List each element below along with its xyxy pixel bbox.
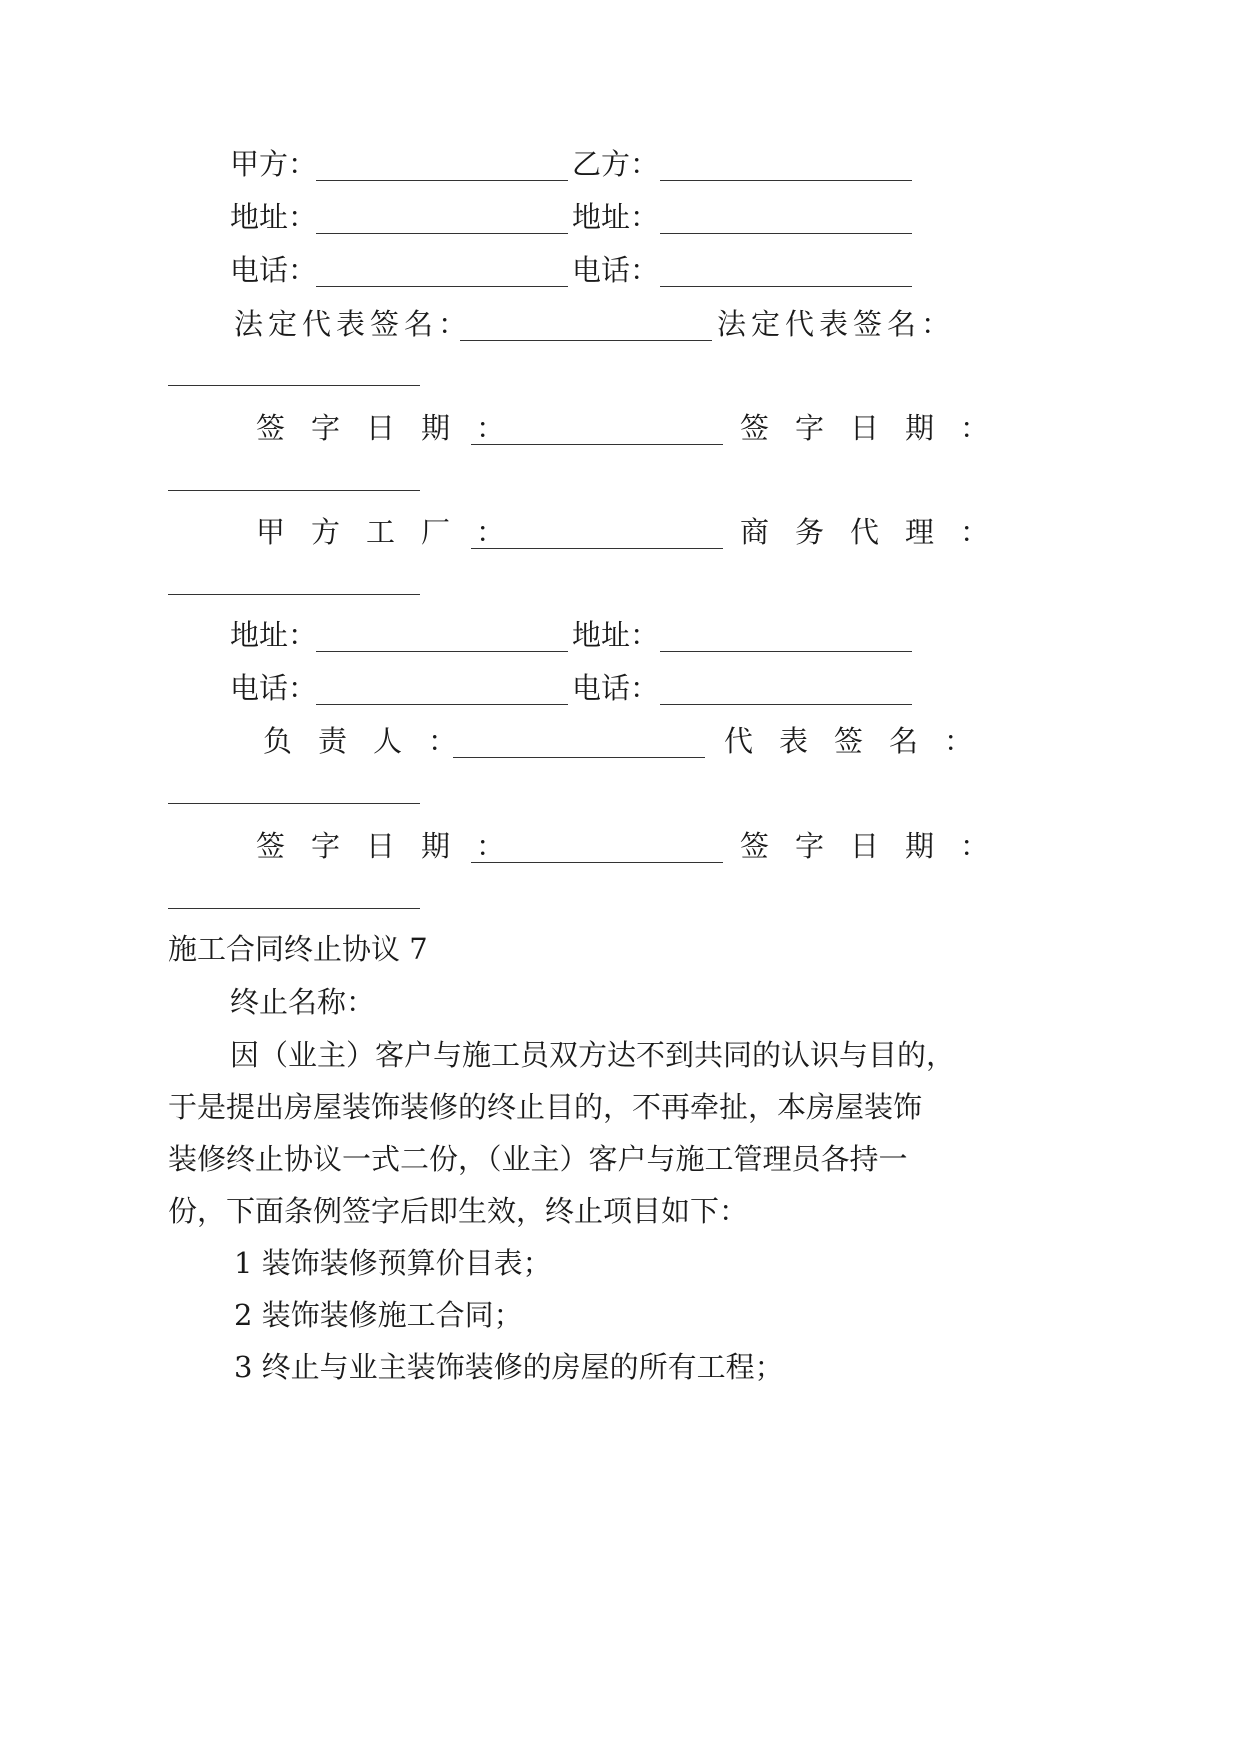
list-item: 3 终止与业主装饰装修的房屋的所有工程； xyxy=(234,1350,784,1384)
agent-address-blank[interactable] xyxy=(660,651,912,652)
party-a-sign-date-blank[interactable] xyxy=(471,444,723,445)
paragraph-line: 因（业主）客户与施工员双方达不到共同的认识与目的， xyxy=(230,1038,956,1072)
party-a-blank[interactable] xyxy=(316,180,568,181)
party-b-legal-rep-label: 法定代表签名： xyxy=(717,307,956,341)
list-item: 1 装饰装修预算价目表； xyxy=(234,1246,552,1280)
paragraph-line: 装修终止协议一式二份，（业主）客户与施工管理员各持一 xyxy=(168,1142,908,1176)
factory-address-label: 地址： xyxy=(230,618,318,652)
party-a-factory-label: 甲方工厂： xyxy=(256,515,532,549)
paragraph-line: 份，下面条例签字后即生效，终止项目如下： xyxy=(168,1194,749,1228)
rep-sign-label: 代表签名： xyxy=(724,724,1000,758)
party-b-sign-date-label: 签字日期： xyxy=(740,411,1016,445)
rep-sign-blank[interactable] xyxy=(168,803,420,804)
party-b-blank[interactable] xyxy=(660,180,912,181)
agent-phone-blank[interactable] xyxy=(660,704,912,705)
party-b-address-blank[interactable] xyxy=(660,233,912,234)
agent-phone-label: 电话： xyxy=(572,671,660,705)
agent-address-label: 地址： xyxy=(572,618,660,652)
business-agent-label: 商务代理： xyxy=(740,515,1016,549)
party-b-sign-date-blank[interactable] xyxy=(168,490,420,491)
party-a-legal-rep-label: 法定代表签名： xyxy=(234,307,473,341)
party-a-address-blank[interactable] xyxy=(316,233,568,234)
factory-address-blank[interactable] xyxy=(316,651,568,652)
termination-name-label: 终止名称： xyxy=(230,985,376,1019)
party-a-phone-label: 电话： xyxy=(230,253,318,287)
factory-phone-label: 电话： xyxy=(230,671,318,705)
party-a-phone-blank[interactable] xyxy=(316,286,568,287)
party-a-legal-rep-blank[interactable] xyxy=(460,340,712,341)
party-a-address-label: 地址： xyxy=(230,200,318,234)
list-item: 2 装饰装修施工合同； xyxy=(234,1298,523,1332)
business-agent-blank[interactable] xyxy=(168,594,420,595)
party-b-legal-rep-blank[interactable] xyxy=(168,385,420,386)
paragraph-line: 于是提出房屋装饰装修的终止目的，不再牵扯，本房屋装饰 xyxy=(168,1090,923,1124)
party-a-sign-date-label: 签字日期： xyxy=(256,411,532,445)
party-a-label: 甲方： xyxy=(230,147,318,181)
factory-sign-date-label: 签字日期： xyxy=(256,829,532,863)
factory-sign-date-blank[interactable] xyxy=(471,862,723,863)
responsible-person-label: 负责人： xyxy=(263,724,484,758)
agent-sign-date-blank[interactable] xyxy=(168,908,420,909)
party-a-factory-blank[interactable] xyxy=(471,548,723,549)
factory-phone-blank[interactable] xyxy=(316,704,568,705)
agent-sign-date-label: 签字日期： xyxy=(740,829,1016,863)
party-b-phone-blank[interactable] xyxy=(660,286,912,287)
party-b-phone-label: 电话： xyxy=(572,253,660,287)
party-b-label: 乙方： xyxy=(572,147,660,181)
party-b-address-label: 地址： xyxy=(572,200,660,234)
responsible-person-blank[interactable] xyxy=(453,757,705,758)
section-title: 施工合同终止协议 7 xyxy=(168,932,428,966)
